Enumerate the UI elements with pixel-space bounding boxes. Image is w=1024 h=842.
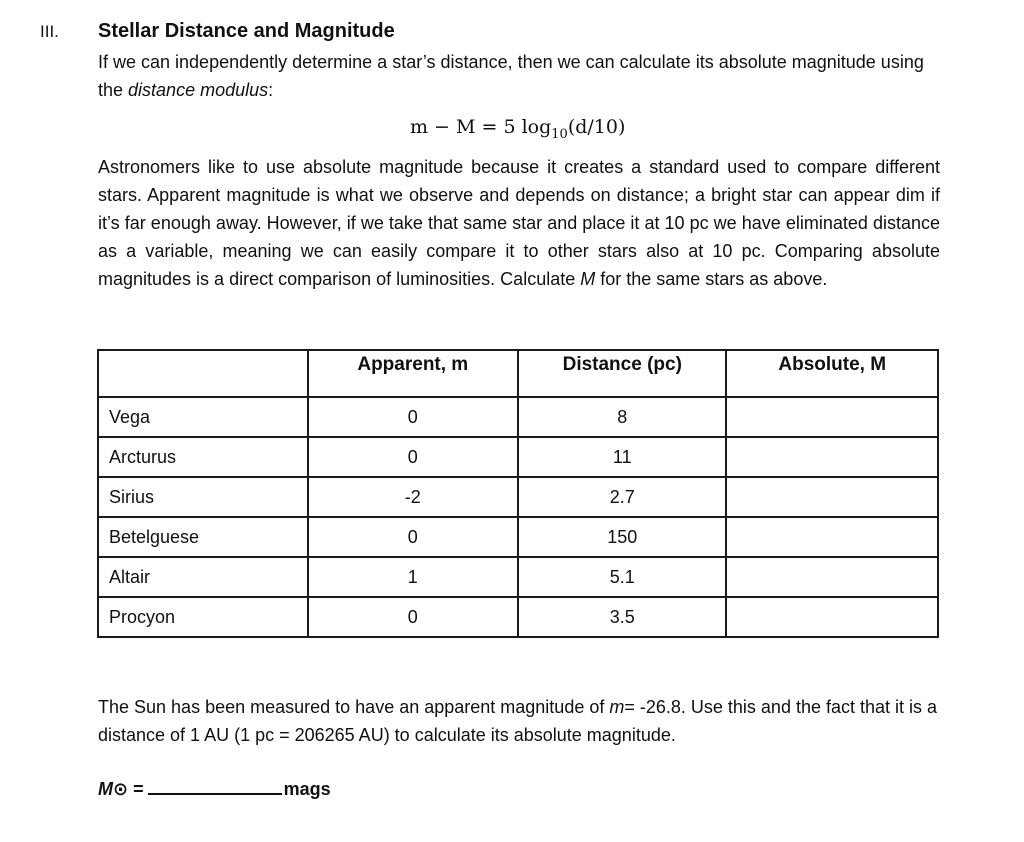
distance-cell: 8: [518, 397, 726, 437]
answer-blank-field[interactable]: [148, 781, 282, 795]
absolute-cell[interactable]: [726, 597, 938, 637]
sun-question-var: m: [609, 697, 625, 717]
answer-label: M: [98, 779, 113, 799]
section-title: Stellar Distance and Magnitude: [98, 20, 395, 42]
distance-cell: 3.5: [518, 597, 726, 637]
formula-rhs: (d/10): [567, 116, 626, 138]
apparent-cell: 0: [308, 437, 518, 477]
header-star: [98, 350, 308, 397]
table-row: [98, 557, 938, 597]
apparent-cell: -2: [308, 477, 518, 517]
explanation-var: M: [580, 269, 596, 289]
table-row: [98, 437, 938, 477]
star-name: Vega: [98, 397, 308, 437]
star-name: Betelguese: [98, 517, 308, 557]
apparent-cell: 0: [308, 397, 518, 437]
star-name: Sirius: [98, 477, 308, 517]
distance-cell: 5.1: [518, 557, 726, 597]
answer-unit: mags: [283, 779, 331, 799]
intro-colon: :: [268, 80, 274, 100]
sun-symbol-icon: ⊙: [113, 779, 129, 799]
absolute-cell[interactable]: [726, 517, 938, 557]
star-name: Procyon: [98, 597, 308, 637]
intro-text: If we can independently determine a star’s distance, then we can calculate its absolute magnitude using the: [98, 52, 924, 100]
sun-question-text: The Sun has been measured to have an apparent magnitude of: [98, 697, 610, 717]
table-row: [98, 477, 938, 517]
absolute-cell[interactable]: [726, 477, 938, 517]
absolute-cell[interactable]: [726, 397, 938, 437]
distance-modulus-formula: [410, 116, 625, 142]
table-row: [98, 397, 938, 437]
absolute-cell[interactable]: [726, 437, 938, 477]
magnitude-table: [97, 349, 939, 638]
formula-subscript: 10: [551, 126, 568, 142]
apparent-cell: 0: [308, 597, 518, 637]
star-name: Altair: [98, 557, 308, 597]
intro-paragraph: [98, 48, 940, 104]
section-number: III.: [40, 22, 59, 41]
distance-cell: 2.7: [518, 477, 726, 517]
distance-cell: 11: [518, 437, 726, 477]
apparent-cell: 1: [308, 557, 518, 597]
table-row: [98, 517, 938, 557]
apparent-cell: 0: [308, 517, 518, 557]
explanation-paragraph: [98, 153, 940, 293]
distance-modulus-term: distance modulus: [128, 80, 269, 100]
table-row: [98, 597, 938, 637]
table-header-row: [98, 350, 938, 397]
absolute-cell[interactable]: [726, 557, 938, 597]
answer-equals: =: [128, 779, 144, 799]
explanation-end: for the same stars as above.: [595, 269, 828, 289]
distance-cell: 150: [518, 517, 726, 557]
header-absolute: Absolute, M: [726, 350, 938, 397]
header-apparent: Apparent, m: [308, 350, 518, 397]
sun-answer-line: [98, 779, 331, 800]
sun-question-end: = -26.8. Use this and the fact that it is a distance of 1 AU (1 pc = 206265 AU) to calculate its absolute magnitude.: [98, 697, 938, 745]
explanation-text: Astronomers like to use absolute magnitude because it creates a standard used to compare different stars. Apparent magnitude is what we observe and depends on distance; a bright star can appear dim if it’s far enough away. However, if we take that same star and place it at 10 pc we have eliminated distance as a variable, meaning we can easily compare it to other stars also at 10 pc. Comparing absolute magnitudes is a direct comparison of luminosities. Calculate: [98, 157, 940, 289]
star-name: Arcturus: [98, 437, 308, 477]
sun-question-paragraph: [98, 693, 940, 749]
header-distance: Distance (pc): [518, 350, 726, 397]
formula-lhs: m − M = 5 log: [410, 116, 552, 138]
